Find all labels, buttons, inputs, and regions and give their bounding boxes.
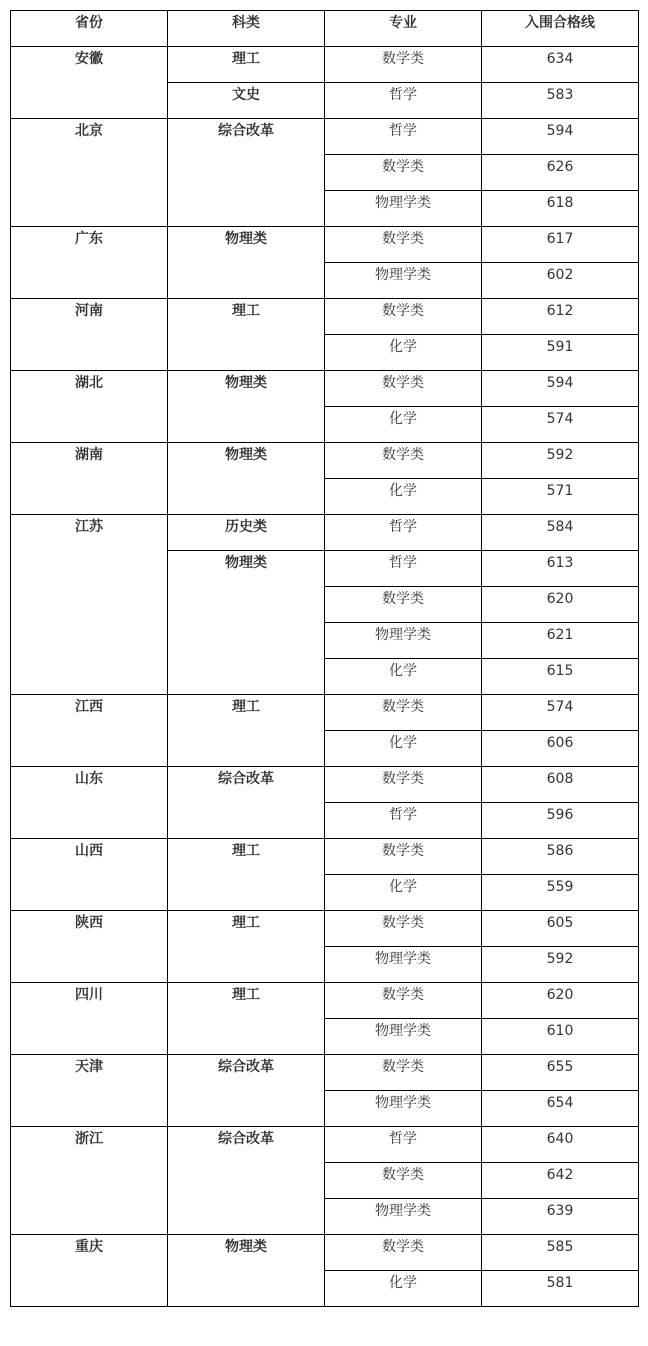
province-cell: 安徽 [11, 47, 168, 119]
score-cell: 605 [482, 911, 639, 947]
score-cell: 585 [482, 1235, 639, 1271]
major-cell: 物理学类 [325, 623, 482, 659]
category-cell: 理工 [168, 695, 325, 767]
major-cell: 哲学 [325, 803, 482, 839]
header-province: 省份 [11, 11, 168, 47]
score-cell: 610 [482, 1019, 639, 1055]
major-cell: 数学类 [325, 443, 482, 479]
province-cell: 湖南 [11, 443, 168, 515]
major-cell: 数学类 [325, 587, 482, 623]
table-row [11, 1055, 639, 1091]
score-cell: 620 [482, 587, 639, 623]
table-row [11, 443, 639, 479]
score-cell: 634 [482, 47, 639, 83]
score-cell: 594 [482, 119, 639, 155]
score-cell: 626 [482, 155, 639, 191]
major-cell: 数学类 [325, 47, 482, 83]
major-cell: 物理学类 [325, 191, 482, 227]
score-cell: 654 [482, 1091, 639, 1127]
major-cell: 物理学类 [325, 1019, 482, 1055]
major-cell: 数学类 [325, 371, 482, 407]
score-cell: 640 [482, 1127, 639, 1163]
category-cell: 历史类 [168, 515, 325, 551]
score-cell: 592 [482, 947, 639, 983]
score-cell: 639 [482, 1199, 639, 1235]
score-cell: 583 [482, 83, 639, 119]
major-cell: 数学类 [325, 839, 482, 875]
table-row [11, 119, 639, 155]
table-header-row [11, 11, 639, 47]
category-cell: 物理类 [168, 1235, 325, 1307]
major-cell: 哲学 [325, 83, 482, 119]
province-cell: 广东 [11, 227, 168, 299]
table-row [11, 227, 639, 263]
score-cell: 571 [482, 479, 639, 515]
score-cell: 594 [482, 371, 639, 407]
province-cell: 四川 [11, 983, 168, 1055]
major-cell: 化学 [325, 479, 482, 515]
major-cell: 数学类 [325, 767, 482, 803]
table-row [11, 983, 639, 1019]
score-cell: 608 [482, 767, 639, 803]
score-cell: 574 [482, 407, 639, 443]
table-row [11, 47, 639, 83]
category-cell: 理工 [168, 47, 325, 83]
category-cell: 文史 [168, 83, 325, 119]
province-cell: 江西 [11, 695, 168, 767]
major-cell: 化学 [325, 875, 482, 911]
major-cell: 数学类 [325, 695, 482, 731]
major-cell: 物理学类 [325, 947, 482, 983]
score-cell: 574 [482, 695, 639, 731]
major-cell: 物理学类 [325, 263, 482, 299]
major-cell: 哲学 [325, 1127, 482, 1163]
score-cell: 620 [482, 983, 639, 1019]
table-row [11, 299, 639, 335]
score-cell: 613 [482, 551, 639, 587]
major-cell: 数学类 [325, 911, 482, 947]
score-cell: 642 [482, 1163, 639, 1199]
table-row [11, 911, 639, 947]
category-cell: 综合改革 [168, 119, 325, 227]
major-cell: 化学 [325, 731, 482, 767]
table-row [11, 767, 639, 803]
category-cell: 理工 [168, 299, 325, 371]
major-cell: 化学 [325, 335, 482, 371]
score-cell: 602 [482, 263, 639, 299]
province-cell: 天津 [11, 1055, 168, 1127]
score-cell: 606 [482, 731, 639, 767]
admission-score-table [10, 10, 639, 1307]
score-cell: 581 [482, 1271, 639, 1307]
province-cell: 湖北 [11, 371, 168, 443]
major-cell: 数学类 [325, 155, 482, 191]
category-cell: 物理类 [168, 371, 325, 443]
province-cell: 山东 [11, 767, 168, 839]
table-row [11, 515, 639, 551]
table-row [11, 839, 639, 875]
province-cell: 浙江 [11, 1127, 168, 1235]
header-score: 入围合格线 [482, 11, 639, 47]
table-row [11, 1235, 639, 1271]
major-cell: 物理学类 [325, 1091, 482, 1127]
score-cell: 596 [482, 803, 639, 839]
major-cell: 哲学 [325, 119, 482, 155]
major-cell: 化学 [325, 407, 482, 443]
province-cell: 北京 [11, 119, 168, 227]
major-cell: 数学类 [325, 1163, 482, 1199]
category-cell: 理工 [168, 911, 325, 983]
province-cell: 重庆 [11, 1235, 168, 1307]
table-row [11, 695, 639, 731]
header-category: 科类 [168, 11, 325, 47]
major-cell: 数学类 [325, 227, 482, 263]
score-cell: 559 [482, 875, 639, 911]
score-cell: 655 [482, 1055, 639, 1091]
category-cell: 物理类 [168, 227, 325, 299]
province-cell: 河南 [11, 299, 168, 371]
score-cell: 612 [482, 299, 639, 335]
major-cell: 哲学 [325, 551, 482, 587]
major-cell: 化学 [325, 1271, 482, 1307]
category-cell: 物理类 [168, 551, 325, 695]
category-cell: 理工 [168, 839, 325, 911]
category-cell: 理工 [168, 983, 325, 1055]
major-cell: 数学类 [325, 1055, 482, 1091]
score-cell: 586 [482, 839, 639, 875]
score-cell: 584 [482, 515, 639, 551]
category-cell: 综合改革 [168, 1127, 325, 1235]
category-cell: 综合改革 [168, 767, 325, 839]
major-cell: 化学 [325, 659, 482, 695]
table-row [11, 1127, 639, 1163]
score-cell: 618 [482, 191, 639, 227]
major-cell: 哲学 [325, 515, 482, 551]
score-cell: 591 [482, 335, 639, 371]
score-cell: 617 [482, 227, 639, 263]
major-cell: 数学类 [325, 1235, 482, 1271]
major-cell: 物理学类 [325, 1199, 482, 1235]
major-cell: 数学类 [325, 983, 482, 1019]
score-cell: 592 [482, 443, 639, 479]
province-cell: 陕西 [11, 911, 168, 983]
score-cell: 615 [482, 659, 639, 695]
major-cell: 数学类 [325, 299, 482, 335]
category-cell: 物理类 [168, 443, 325, 515]
province-cell: 江苏 [11, 515, 168, 695]
province-cell: 山西 [11, 839, 168, 911]
header-major: 专业 [325, 11, 482, 47]
category-cell: 综合改革 [168, 1055, 325, 1127]
table-row [11, 371, 639, 407]
score-cell: 621 [482, 623, 639, 659]
